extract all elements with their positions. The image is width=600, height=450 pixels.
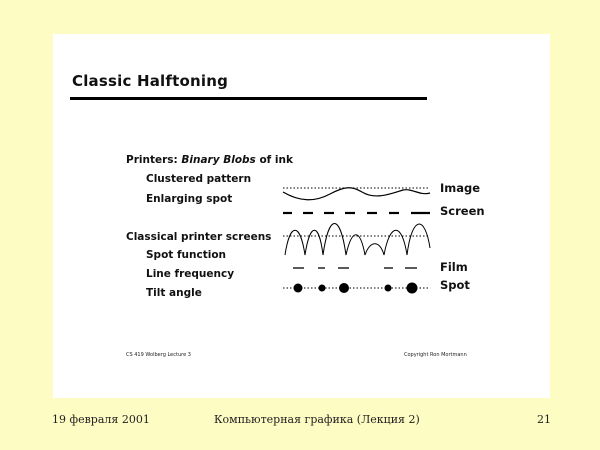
bullet-enlarging-spot: Enlarging spot bbox=[146, 193, 233, 205]
label-film: Film bbox=[440, 260, 468, 274]
slide-footer-left: CS 419 Wolberg Lecture 3 bbox=[126, 352, 191, 358]
image-curve bbox=[283, 188, 430, 200]
screen-waveform bbox=[285, 224, 430, 256]
label-screen: Screen bbox=[440, 204, 485, 218]
label-image: Image bbox=[440, 181, 481, 195]
printers-emphasis: Binary Blobs bbox=[181, 154, 256, 166]
spot-dot bbox=[319, 285, 326, 292]
footer-course-title: Компьютерная графика (Лекция 2) bbox=[214, 413, 420, 426]
footer-page-number: 21 bbox=[537, 413, 551, 426]
spot-dot bbox=[385, 285, 392, 292]
bullet-clustered-pattern: Clustered pattern bbox=[146, 173, 252, 185]
footer-date: 19 февраля 2001 bbox=[52, 413, 150, 426]
section-printer-screens: Classical printer screens bbox=[126, 231, 272, 243]
spot-dot bbox=[339, 283, 349, 293]
printers-label: Printers: bbox=[126, 154, 182, 166]
spot-dot bbox=[407, 283, 418, 294]
spot-dot bbox=[294, 284, 303, 293]
bullet-tilt-angle: Tilt angle bbox=[146, 287, 202, 299]
slide-footer-right: Copyright Ron Mortmann bbox=[404, 352, 467, 358]
bullet-line-frequency: Line frequency bbox=[146, 268, 235, 280]
slide-title: Classic Halftoning bbox=[72, 72, 229, 90]
printers-suffix: of ink bbox=[255, 154, 293, 166]
bullet-spot-function: Spot function bbox=[146, 249, 227, 261]
label-spot: Spot bbox=[440, 278, 470, 292]
